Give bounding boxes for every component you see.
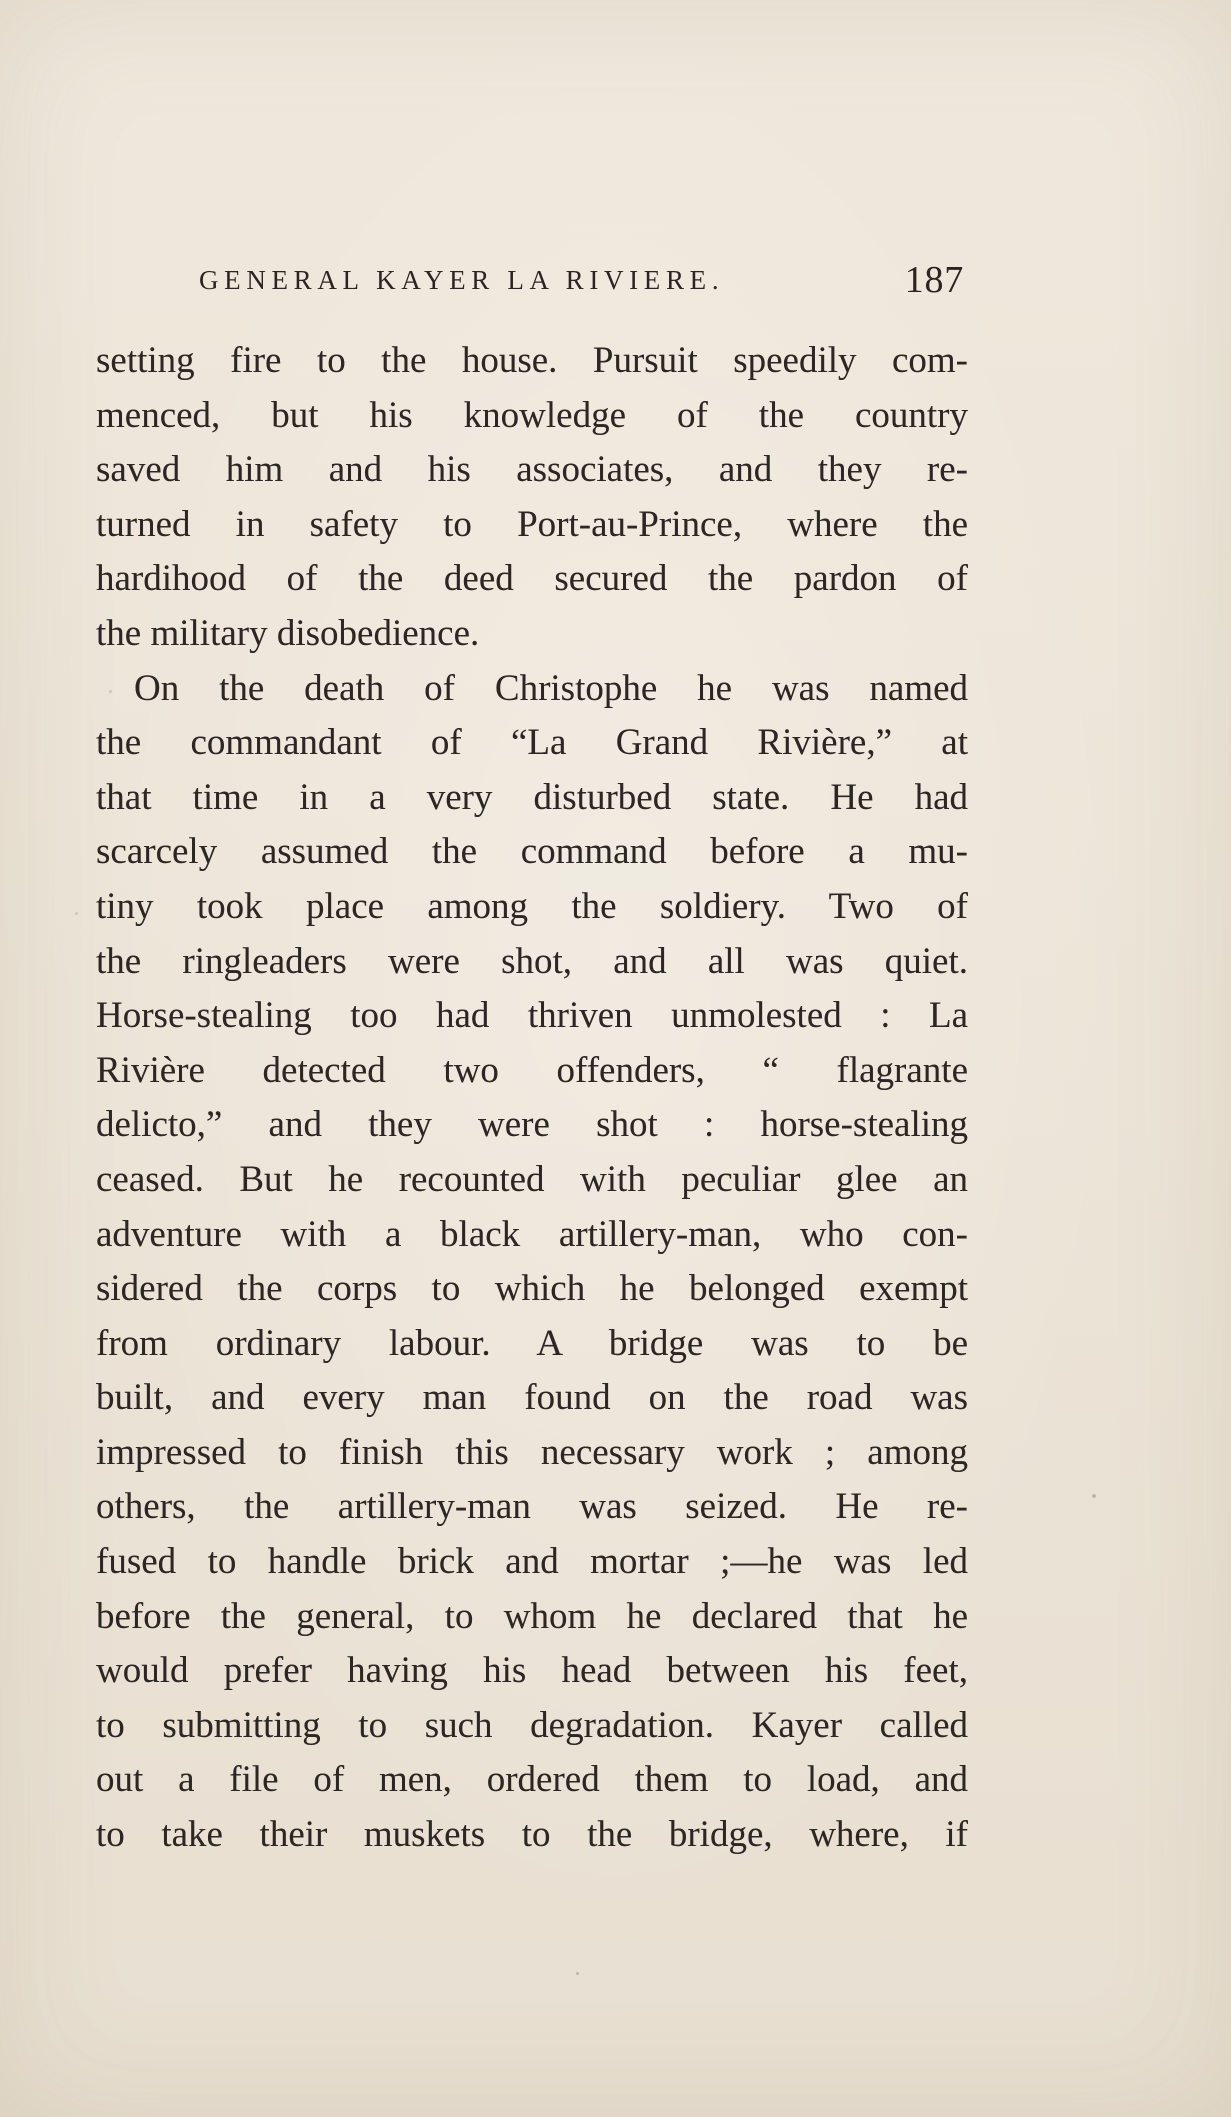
text-line: ceased. But he recounted with peculiar glee an: [96, 1158, 968, 1200]
text-line: delicto,” and they were shot : horse-stealing: [96, 1104, 968, 1146]
text-line: menced, but his knowledge of the country: [96, 394, 968, 436]
body-text: [96, 334, 968, 1863]
text-line: setting fire to the house. Pursuit speedily com-: [96, 340, 968, 381]
text-line: Horse-stealing too had thriven unmolested : La: [96, 995, 968, 1037]
text-line: that time in a very disturbed state. He had: [96, 776, 968, 818]
text-line: from ordinary labour. A bridge was to be: [96, 1322, 968, 1364]
text-line: built, and every man found on the road was: [96, 1377, 968, 1419]
text-line: scarcely assumed the command before a mu-: [96, 831, 968, 873]
text-line: sidered the corps to which he belonged exempt: [96, 1268, 968, 1310]
text-line: to submitting to such degradation. Kayer called: [96, 1704, 968, 1746]
text-line: the military disobedience.: [96, 612, 480, 654]
paper-speck: [1092, 1494, 1096, 1498]
text-line: Rivière detected two offenders, “ flagrante: [96, 1049, 968, 1091]
page-number: 187: [904, 259, 964, 301]
text-line: out a file of men, ordered them to load, and: [96, 1759, 968, 1801]
text-line: impressed to finish this necessary work ; among: [96, 1431, 968, 1473]
page-header: [199, 258, 964, 306]
running-title: GENERAL KAYER LA RIVIERE.: [199, 265, 725, 295]
text-line: On the death of Christophe he was named: [134, 667, 968, 709]
paper-speck: [576, 1972, 579, 1975]
text-line: would prefer having his head between his feet,: [96, 1650, 968, 1692]
text-line: adventure with a black artillery-man, who con-: [96, 1213, 968, 1255]
text-line: others, the artillery-man was seized. He re-: [96, 1486, 968, 1528]
text-line: to take their muskets to the bridge, where, if: [96, 1814, 968, 1856]
paper-speck: [75, 912, 78, 915]
text-line: saved him and his associates, and they re-: [96, 449, 968, 491]
text-line: the commandant of “La Grand Rivière,” at: [96, 722, 968, 764]
text-line: fused to handle brick and mortar ;—he was led: [96, 1541, 968, 1583]
text-line: tiny took place among the soldiery. Two of: [96, 885, 968, 927]
text-line: hardihood of the deed secured the pardon of: [96, 558, 968, 600]
text-line: the ringleaders were shot, and all was quiet.: [96, 940, 968, 982]
text-line: before the general, to whom he declared that he: [96, 1595, 968, 1637]
paper-speck: [109, 690, 112, 693]
text-line: turned in safety to Port-au-Prince, where the: [96, 503, 968, 545]
